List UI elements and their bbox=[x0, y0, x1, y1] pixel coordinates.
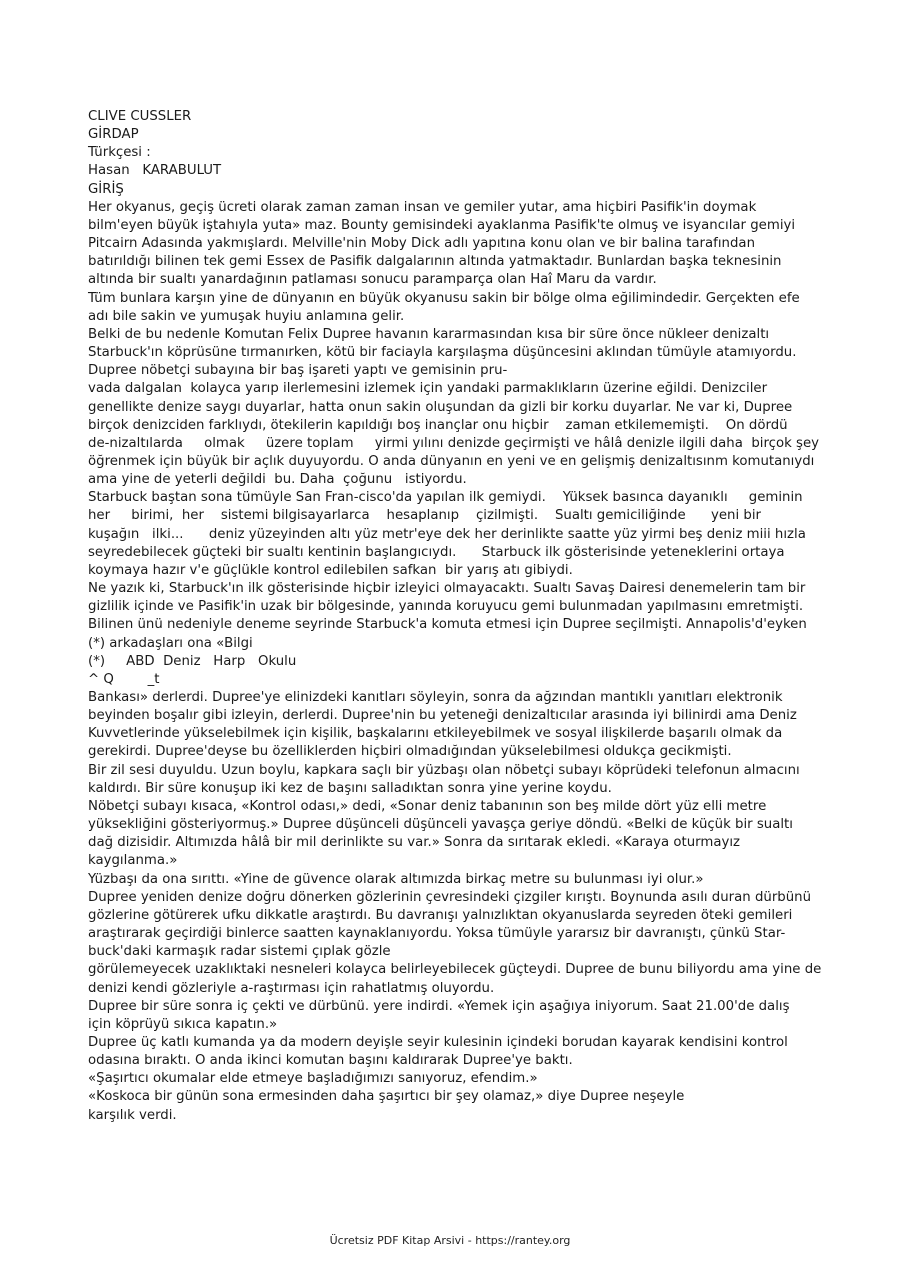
text-line: dağ dizisidir. Altımızda hâlâ bir mil derinlikte su var.» Sonra da sırıtarak ekledi. «Karaya oturmayız bbox=[88, 835, 741, 851]
text-line: Bilinen ünü nedeniyle deneme seyrinde Starbuck'a komuta etmesi için Dupree seçilmişti. Annapolis'd'eyken bbox=[88, 617, 807, 633]
text-line: kuşağın ilki... deniz yüzeyinden altı yüz metr'eye dek her derinlikte saatte yüz yirmi beş deniz miii hızla bbox=[88, 526, 806, 542]
text-line: gizlilik içinde ve Pasifik'in uzak bir bölgesinde, yanında koruyucu gemi bulunmadan yapılmasını emretmişti. bbox=[88, 599, 804, 615]
text-line: birçok denizciden farklıydı, ötekilerin kapıldığı boş inançlar onu hiçbir zaman etkilememişti. On dördü bbox=[88, 417, 788, 433]
text-line: Ne yazık ki, Starbuck'ın ilk gösterisinde hiçbir izleyici olmayacaktı. Sualtı Savaş Dairesi denemelerin tam bir bbox=[88, 581, 806, 597]
text-line: her birimi, her sistemi bilgisayarlarca hesaplanıp çizilmişti. Sualtı gemiciliğinde yeni bir bbox=[88, 508, 762, 524]
text-line: «Koskoca bir günün sona ermesinden daha şaşırtıcı bir şey olamaz,» diye Dupree neşeyle bbox=[88, 1089, 685, 1105]
text-line: «Şaşırtıcı okumalar elde etmeye başladığımızı sanıyoruz, efendim.» bbox=[88, 1071, 538, 1087]
text-line: (*) arkadaşları ona «Bilgi bbox=[88, 635, 253, 651]
text-line: gözlerine götürerek ufku dikkatle araştırdı. Bu davranışı yalnızlıktan okyanuslarda seyreden öteki gemileri bbox=[88, 907, 793, 923]
text-line: gerekirdi. Dupree'deyse bu özelliklerden hiçbiri olmadığından yükselebilmesi oldukça gecikmişti. bbox=[88, 744, 732, 760]
section-heading: GİRİŞ bbox=[88, 181, 124, 197]
text-line: batırıldığı bilinen tek gemi Essex de Pasifik dalgalarının altında yatmaktadır. Bunlardan başka teknesinin bbox=[88, 254, 782, 270]
translator-label: Türkçesi : bbox=[88, 145, 151, 161]
text-line: ama yine de yeterli değildi bu. Daha çoğunu istiyordu. bbox=[88, 472, 467, 488]
text-line: Tüm bunlara karşın yine de dünyanın en büyük okyanusu sakin bir bölge olma eğilimindedir. Gerçekten efe bbox=[88, 290, 800, 306]
translator-name: Hasan KARABULUT bbox=[88, 163, 222, 179]
text-line: Starbuck baştan sona tümüyle San Fran-cisco'da yapılan ilk gemiydi. Yüksek basınca dayanıklı geminin bbox=[88, 490, 803, 506]
text-line: Kuvvetlerinde yükselebilmek için kişilik, başkalarını etkileyebilmek ve sosyal ilişkilerde başarılı olmak da bbox=[88, 726, 783, 742]
text-line: için köprüyü sıkıca kapatın.» bbox=[88, 1016, 278, 1032]
text-line: Yüzbaşı da ona sırıttı. «Yine de güvence olarak altımızda birkaç metre su bulunması iyi olur.» bbox=[88, 871, 704, 887]
text-line: araştırarak geçirdiği binlerce saatten kaynaklanıyordu. Yoksa tümüyle yararsız bir davranıştı, çünkü Star- bbox=[88, 926, 786, 942]
text-line: öğrenmek için büyük bir açlık duyuyordu. O anda dünyanın en yeni ve en gelişmiş denizaltısınm komutanıydı bbox=[88, 453, 815, 469]
text-line: odasına bıraktı. O anda ikinci komutan başını kaldırarak Dupree'ye baktı. bbox=[88, 1053, 573, 1069]
text-line: genellikte denize saygı duyarlar, hatta onun sakin oluşundan da gizli bir korku duyarlar. Ne var ki, Dupree bbox=[88, 399, 793, 415]
text-line: beyinden boşalır gibi izleyin, derlerdi. Dupree'nin bu yeteneği denizaltıcılar arasında iyi bilinirdi ama Deniz bbox=[88, 708, 797, 724]
text-line: de-nizaltılarda olmak üzere toplam yirmi yılını denizde geçirmişti ve hâlâ denizle ilgili daha birçok şey bbox=[88, 435, 819, 451]
text-line: buck'daki karmaşık radar sistemi çıplak gözle bbox=[88, 944, 391, 960]
text-line: Belki de bu nedenle Komutan Felix Dupree havanın kararmasından kısa bir süre önce nükleer denizaltı bbox=[88, 326, 770, 342]
text-line: adı bile sakin ve yumuşak huyiu anlamına gelir. bbox=[88, 308, 405, 324]
text-line: denizi kendi gözleriyle a-raştırması için rahatlatmış oluyordu. bbox=[88, 980, 495, 996]
text-line: vada dalgalan kolayca yarıp ilerlemesini izlemek için yandaki parmaklıkların üzerine eğildi. Denizciler bbox=[88, 381, 768, 397]
text-line: altında bir sualtı yanardağının patlaması sonucu paramparça olan Haî Maru da vardır. bbox=[88, 272, 657, 288]
text-line: Dupree yeniden denize doğru dönerken gözlerinin çevresindeki çizgiler kırıştı. Boynunda asılı duran dürbünü bbox=[88, 889, 812, 905]
text-line: karşılık verdi. bbox=[88, 1107, 177, 1123]
text-line: Nöbetçi subayı kısaca, «Kontrol odası,» dedi, «Sonar deniz tabanının son beş milde dört yüz elli metre bbox=[88, 798, 767, 814]
document-page bbox=[88, 108, 822, 1125]
text-line: ^ Q _t bbox=[88, 671, 160, 687]
text-line: yüksekliğini gösteriyormuş.» Dupree düşünceli düşünceli yavaşça geriye döndü. «Belki de küçük bir sualtı bbox=[88, 817, 793, 833]
text-line: Dupree bir süre sonra iç çekti ve dürbünü. yere indirdi. «Yemek için aşağıya iniyorum. Saat 21.00'de dalış bbox=[88, 998, 790, 1014]
text-line: Pitcairn Adasında yakmışlardı. Melville'nin Moby Dick adlı yapıtına konu olan ve bir balina tarafından bbox=[88, 236, 755, 252]
text-line: koymaya hazır v'e güçlükle kontrol edilebilen safkan bir yarış atı gibiydi. bbox=[88, 562, 573, 578]
text-line: görülemeyecek uzaklıktaki nesneleri kolayca belirleyebilecek güçteydi. Dupree de bunu biliyordu ama yine de bbox=[88, 962, 822, 978]
text-line: Starbuck'ın köprüsüne tırmanırken, kötü bir faciayla karşılaşma düşüncesini aklından tümüyle atamıyordu. bbox=[88, 345, 797, 361]
text-line: Bankası» derlerdi. Dupree'ye elinizdeki kanıtları söyleyin, sonra da ağzından mantıklı yanıtları elektronik bbox=[88, 690, 783, 705]
text-line: seyredebilecek güçteki bir sualtı kentinin başlangıcıydı. Starbuck ilk gösterisinde yeteneklerini ortaya bbox=[88, 544, 785, 560]
text-line: kaygılanma.» bbox=[88, 853, 178, 869]
text-line: bilm'eyen büyük iştahıyla yuta» maz. Bounty gemisindeki ayaklanma Pasifik'te olmuş ve isyancılar gemiyi bbox=[88, 217, 796, 233]
text-line: Her okyanus, geçiş ücreti olarak zaman zaman insan ve gemiler yutar, ama hiçbiri Pasifik'in doymak bbox=[88, 199, 757, 215]
text-line: Dupree nöbetçi subayına bir baş işareti yaptı ve gemisinin pru- bbox=[88, 363, 508, 379]
author-name: CLIVE CUSSLER bbox=[88, 109, 192, 124]
book-title: GİRDAP bbox=[88, 127, 139, 143]
text-line: Dupree üç katlı kumanda ya da modern deyişle seyir kulesinin içindeki borudan kayarak kendisini kontrol bbox=[88, 1034, 788, 1050]
text-line: kaldırdı. Bir süre konuşup iki kez de başını salladıktan sonra yine yerine koydu. bbox=[88, 780, 612, 796]
page-footer: Ücretsiz PDF Kitap Arsivi - https://rantey.org bbox=[329, 1234, 571, 1247]
text-line: Bir zil sesi duyuldu. Uzun boylu, kapkara saçlı bir yüzbaşı olan nöbetçi subayı köprüdeki telefonun almacını bbox=[88, 762, 800, 778]
body-text bbox=[88, 199, 822, 1125]
text-line: (*) ABD Deniz Harp Okulu bbox=[88, 653, 297, 669]
